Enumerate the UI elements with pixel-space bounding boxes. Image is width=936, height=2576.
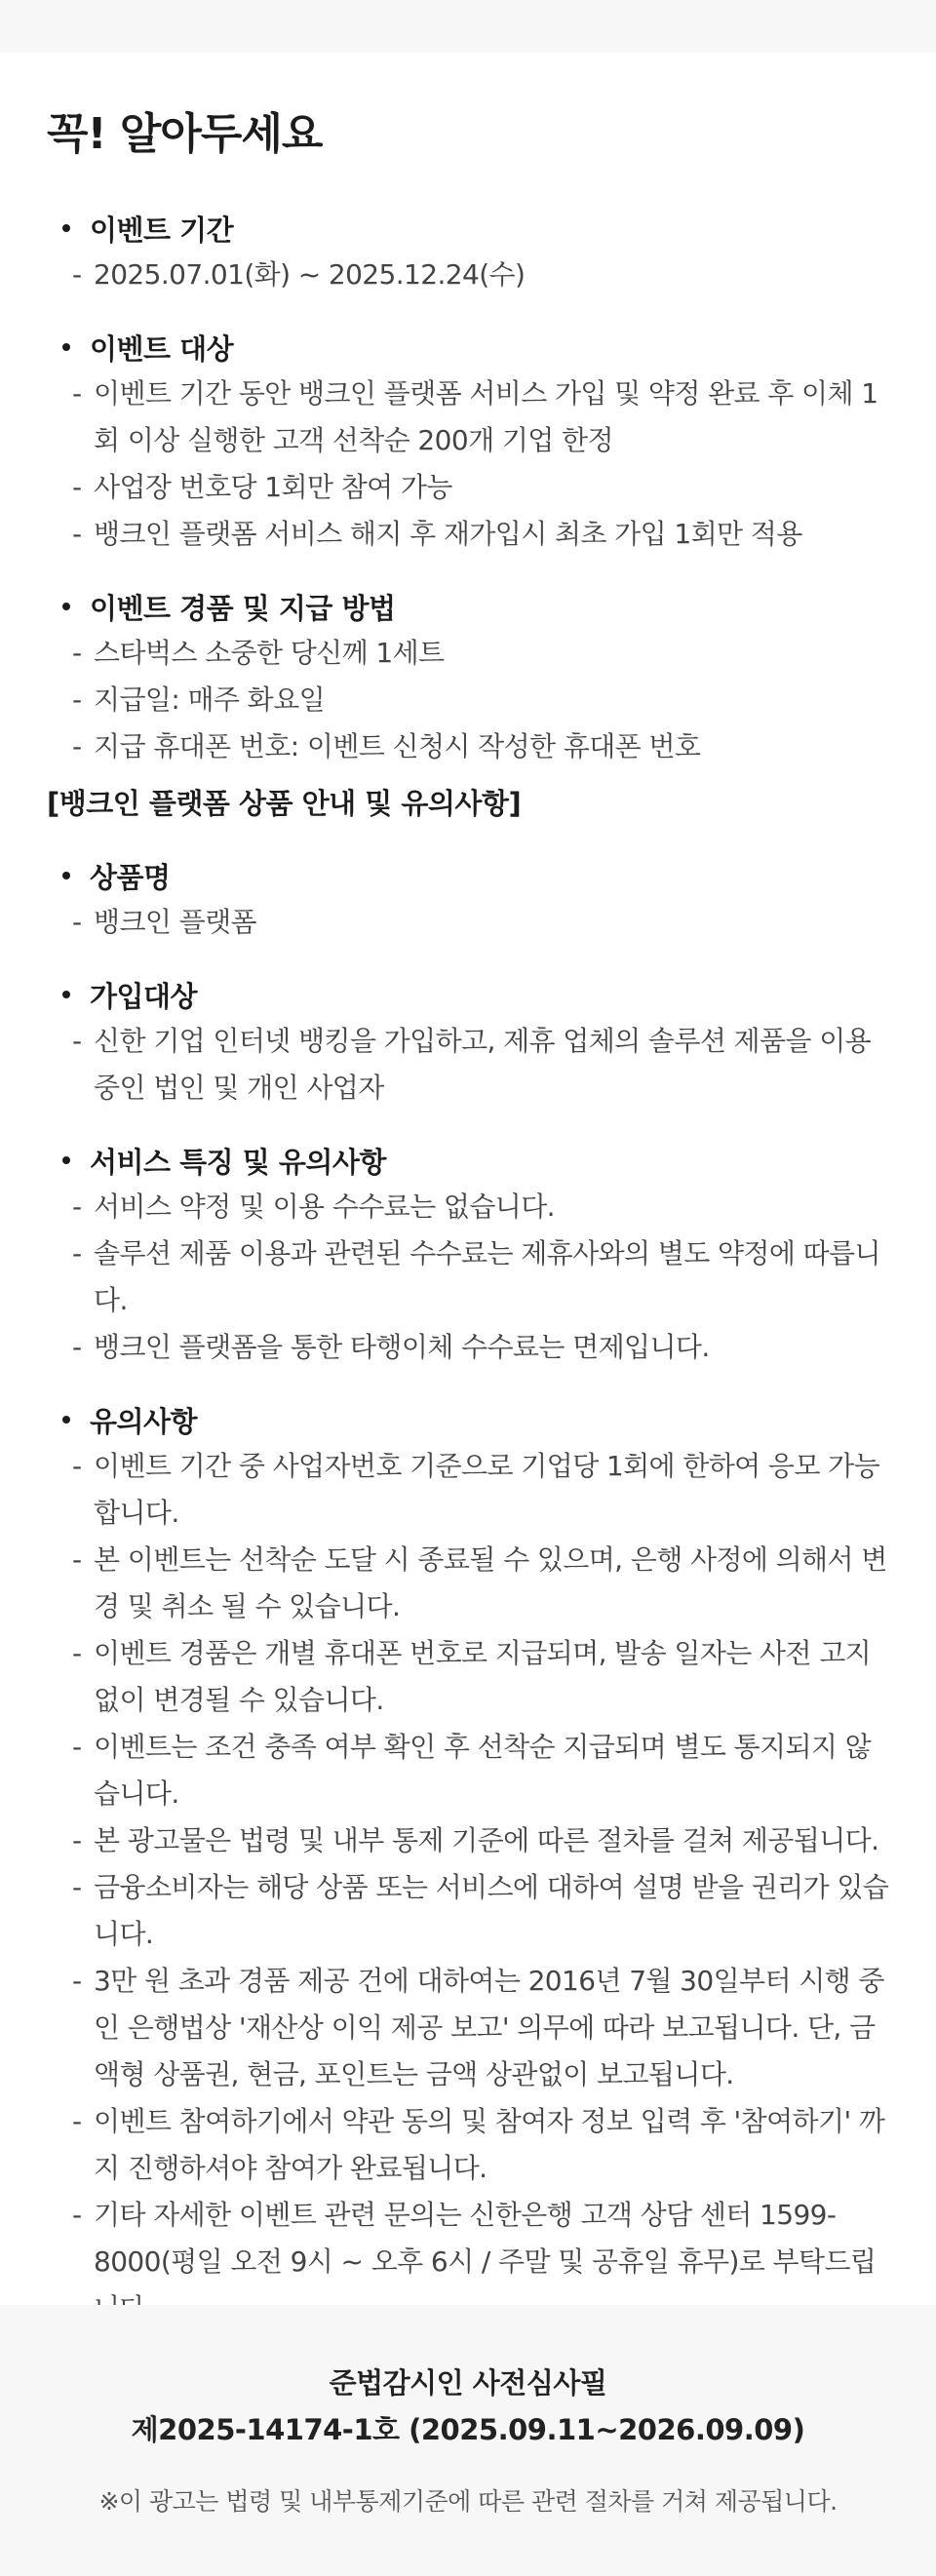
list-item: - 지급 휴대폰 번호: 이벤트 신청시 작성한 휴대폰 번호 <box>72 723 895 770</box>
list-item: - 뱅크인 플랫폼 서비스 해지 후 재가입시 최초 가입 1회만 적용 <box>72 511 895 558</box>
bullet-dot <box>62 991 70 998</box>
page-title: 꼭! 알아두세요 <box>47 109 323 159</box>
bullet-dot <box>62 1156 70 1164</box>
list-item: - 솔루션 제품 이용과 관련된 수수료는 제휴사와의 별도 약정에 따릅니다. <box>72 1230 895 1324</box>
compliance-footer <box>0 2305 936 2576</box>
list-item: - 이벤트는 조건 충족 여부 확인 후 선착순 지급되며 별도 통지되지 않습니다. <box>72 1724 895 1817</box>
section-title: 이벤트 경품 및 지급 방법 <box>90 591 396 625</box>
list-item: - 이벤트 경품은 개별 휴대폰 번호로 지급되며, 발송 일자는 사전 고지 없이 변경될 수 있습니다. <box>72 1630 895 1724</box>
list-item: - 이벤트 참여하기에서 약관 동의 및 참여자 정보 입력 후 '참여하기' 까지 진행하셔야 참여가 완료됩니다. <box>72 2098 895 2192</box>
section-precautions <box>47 1396 895 2332</box>
product-notice-heading: [뱅크인 플랫폼 상품 안내 및 유의사항] <box>47 787 522 820</box>
list-item: - 뱅크인 플랫폼 <box>72 899 895 946</box>
list-item: - 본 광고물은 법령 및 내부 통제 기준에 따른 절차를 걸쳐 제공됩니다. <box>72 1817 895 1864</box>
compliance-note: ※이 광고는 법령 및 내부통제기준에 따른 관련 절차를 거쳐 제공됩니다. <box>98 2487 838 2516</box>
bullet-dot <box>62 603 70 610</box>
list-item: - 사업장 번호당 1회만 참여 가능 <box>72 464 895 511</box>
section-service-features <box>47 1137 895 1371</box>
compliance-number: 제2025-14174-1호 (2025.09.11~2026.09.09) <box>131 2413 805 2446</box>
product-sections <box>47 852 895 2332</box>
section-event-target <box>47 324 895 558</box>
section-title: 이벤트 기간 <box>90 213 234 247</box>
section-event-prize <box>47 583 895 770</box>
list-item: - 금융소비자는 해당 상품 또는 서비스에 대하여 설명 받을 권리가 있습니다. <box>72 1864 895 1958</box>
list-item: - 기타 자세한 이벤트 관련 문의는 신한은행 고객 상담 센터 1599-8000(평일 오전 9시 ~ 오후 6시 / 주말 및 공휴일 휴무)로 부탁드립 <box>72 2192 895 2332</box>
list-item: - 이벤트 기간 동안 뱅크인 플랫폼 서비스 가입 및 약정 완료 후 이체 1회 이상 실행한 고객 선착순 200개 기업 한정 <box>72 371 895 464</box>
list-item: - 신한 기업 인터넷 뱅킹을 가입하고, 제휴 업체의 솔루션 제품을 이용 중인 법인 및 개인 사업자 <box>72 1018 895 1112</box>
section-title: 가입대상 <box>90 979 198 1013</box>
section-title: 서비스 특징 및 유의사항 <box>90 1145 386 1179</box>
section-eligibility <box>47 971 895 1112</box>
list-item: - 서비스 약정 및 이용 수수료는 없습니다. <box>72 1184 895 1230</box>
list-item: - 뱅크인 플랫폼을 통한 타행이체 수수료는 면제입니다. <box>72 1324 895 1371</box>
section-title: 유의사항 <box>90 1404 198 1438</box>
section-event-period <box>47 205 895 298</box>
bullet-dot <box>62 872 70 879</box>
list-item: - 이벤트 기간 중 사업자번호 기준으로 기업당 1회에 한하여 응모 가능합니다. <box>72 1443 895 1537</box>
list-item: - 지급일: 매주 화요일 <box>72 677 895 723</box>
bullet-dot <box>62 343 70 351</box>
bullet-dot <box>62 224 70 232</box>
list-item: - 2025.07.01(화) ~ 2025.12.24(수) <box>72 252 895 298</box>
event-sections <box>47 205 895 770</box>
compliance-title: 준법감시인 사전심사필 <box>329 2366 607 2400</box>
top-band <box>0 0 936 53</box>
section-title: 상품명 <box>90 860 171 894</box>
bullet-dot <box>62 1416 70 1424</box>
list-item: - 스타벅스 소중한 당신께 1세트 <box>72 630 895 677</box>
list-item: - 3만 원 초과 경품 제공 건에 대하여는 2016년 7월 30일부터 시행 중인 은행법상 '재산상 이익 제공 보고' 의무에 따라 보고됩니다. 단, 금액형 상품권, 현금, 포인트는 금액 상관없이 보고됩니다. <box>72 1958 895 2098</box>
list-item: - 본 이벤트는 선착순 도달 시 종료될 수 있으며, 은행 사정에 의해서 변경 및 취소 될 수 있습니다. <box>72 1537 895 1630</box>
notice-content <box>47 107 895 2358</box>
section-product-name <box>47 852 895 946</box>
section-title: 이벤트 대상 <box>90 332 234 366</box>
